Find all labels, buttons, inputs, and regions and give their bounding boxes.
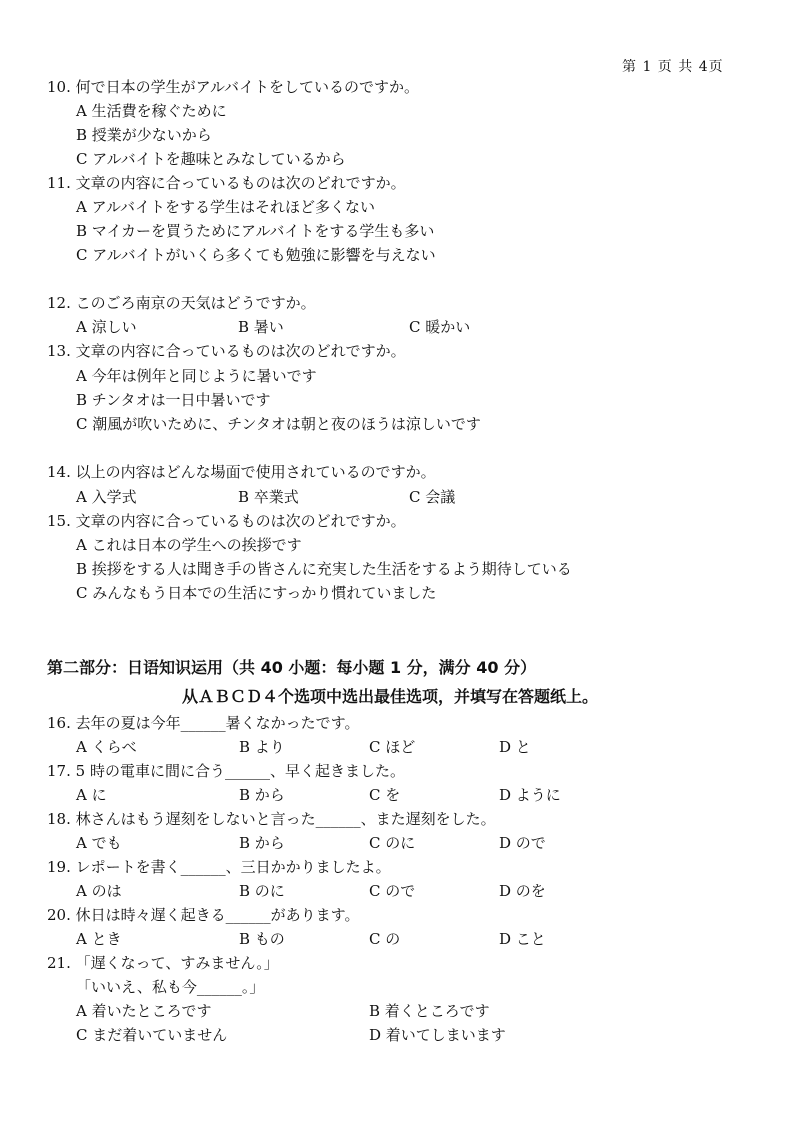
option-18b: B から <box>239 834 285 852</box>
question-14: 14. 以上の内容はどんな場面で使用されているのですか。 <box>47 463 436 481</box>
option-16b: B より <box>239 738 285 756</box>
option-16a: A くらべ <box>76 738 137 756</box>
question-10: 10. 何で日本の学生がアルバイトをしているのですか。 <box>47 78 419 96</box>
option-19a: A のは <box>76 882 122 900</box>
option-21b: B 着くところです <box>369 1002 490 1020</box>
option-17d: D ように <box>499 786 561 804</box>
option-15a: A これは日本の学生への挨拶です <box>76 536 302 554</box>
option-15c: C みんなもう日本での生活にすっかり慣れていました <box>76 584 437 602</box>
question-21: 21. 「遅くなって、すみません。」 <box>47 954 279 972</box>
option-19d: D のを <box>499 882 546 900</box>
question-16: 16. 去年の夏は今年______暑くなかったです。 <box>47 714 360 732</box>
option-15b: B 挨拶をする人は聞き手の皆さんに充実した生活をするよう期待している <box>76 560 572 578</box>
option-10a: A 生活費を稼ぐために <box>76 102 227 120</box>
option-16d: D と <box>499 738 531 756</box>
option-20d: D こと <box>499 930 546 948</box>
page-number: 第 1 页 共 4页 <box>622 59 724 75</box>
option-10b: B 授業が少ないから <box>76 126 212 144</box>
option-11c: C アルバイトがいくら多くても勉強に影響を与えない <box>76 246 436 264</box>
question-13: 13. 文章の内容に合っているものは次のどれですか。 <box>47 342 406 360</box>
option-10c: C アルバイトを趣味とみなしているから <box>76 150 346 168</box>
option-12c: C 暖かい <box>409 318 471 336</box>
option-11b: B マイカーを買うためにアルバイトをする学生も多い <box>76 222 435 240</box>
question-21-line2: 「いいえ、私も今______。」 <box>76 978 265 996</box>
option-11a: A アルバイトをする学生はそれほど多くない <box>76 198 375 216</box>
question-17: 17. 5 時の電車に間に合う______、早く起きました。 <box>47 762 405 780</box>
option-12b: B 暑い <box>238 318 284 336</box>
section-instruction: 从ＡＢＣＤ４个选项中选出最佳选项，并填写在答题纸上。 <box>182 687 599 706</box>
option-18c: C のに <box>369 834 416 852</box>
option-18d: D ので <box>499 834 546 852</box>
question-18: 18. 林さんはもう遅刻をしないと言った______、また遅刻をした。 <box>47 810 496 828</box>
option-13b: B チンタオは一日中暑いです <box>76 391 271 409</box>
option-17a: A に <box>76 786 107 804</box>
question-15: 15. 文章の内容に合っているものは次のどれですか。 <box>47 512 406 530</box>
option-14b: B 卒業式 <box>238 488 299 506</box>
section-title: 第二部分：日语知识运用（共 40 小题：每小题 1 分，满分 40 分） <box>47 658 537 677</box>
option-14a: A 入学式 <box>76 488 137 506</box>
option-13a: A 今年は例年と同じように暑いです <box>76 367 317 385</box>
option-12a: A 涼しい <box>76 318 137 336</box>
question-20: 20. 休日は時々遅く起きる______があります。 <box>47 906 360 924</box>
option-20b: B もの <box>239 930 285 948</box>
option-16c: C ほど <box>369 738 416 756</box>
option-17b: B から <box>239 786 285 804</box>
option-19c: C ので <box>369 882 416 900</box>
option-18a: A でも <box>76 834 122 852</box>
option-17c: C を <box>369 786 401 804</box>
option-19b: B のに <box>239 882 285 900</box>
option-21d: D 着いてしまいます <box>369 1026 506 1044</box>
option-20a: A とき <box>76 930 122 948</box>
option-21a: A 着いたところです <box>76 1002 212 1020</box>
option-20c: C の <box>369 930 401 948</box>
option-14c: C 会議 <box>409 488 456 506</box>
question-11: 11. 文章の内容に合っているものは次のどれですか。 <box>47 174 406 192</box>
question-12: 12. このごろ南京の天気はどうですか。 <box>47 294 316 312</box>
option-21c: C まだ着いていません <box>76 1026 228 1044</box>
question-19: 19. レポートを書く______、三日かかりましたよ。 <box>47 858 391 876</box>
option-13c: C 潮風が吹いために、チンタオは朝と夜のほうは涼しいです <box>76 415 481 433</box>
